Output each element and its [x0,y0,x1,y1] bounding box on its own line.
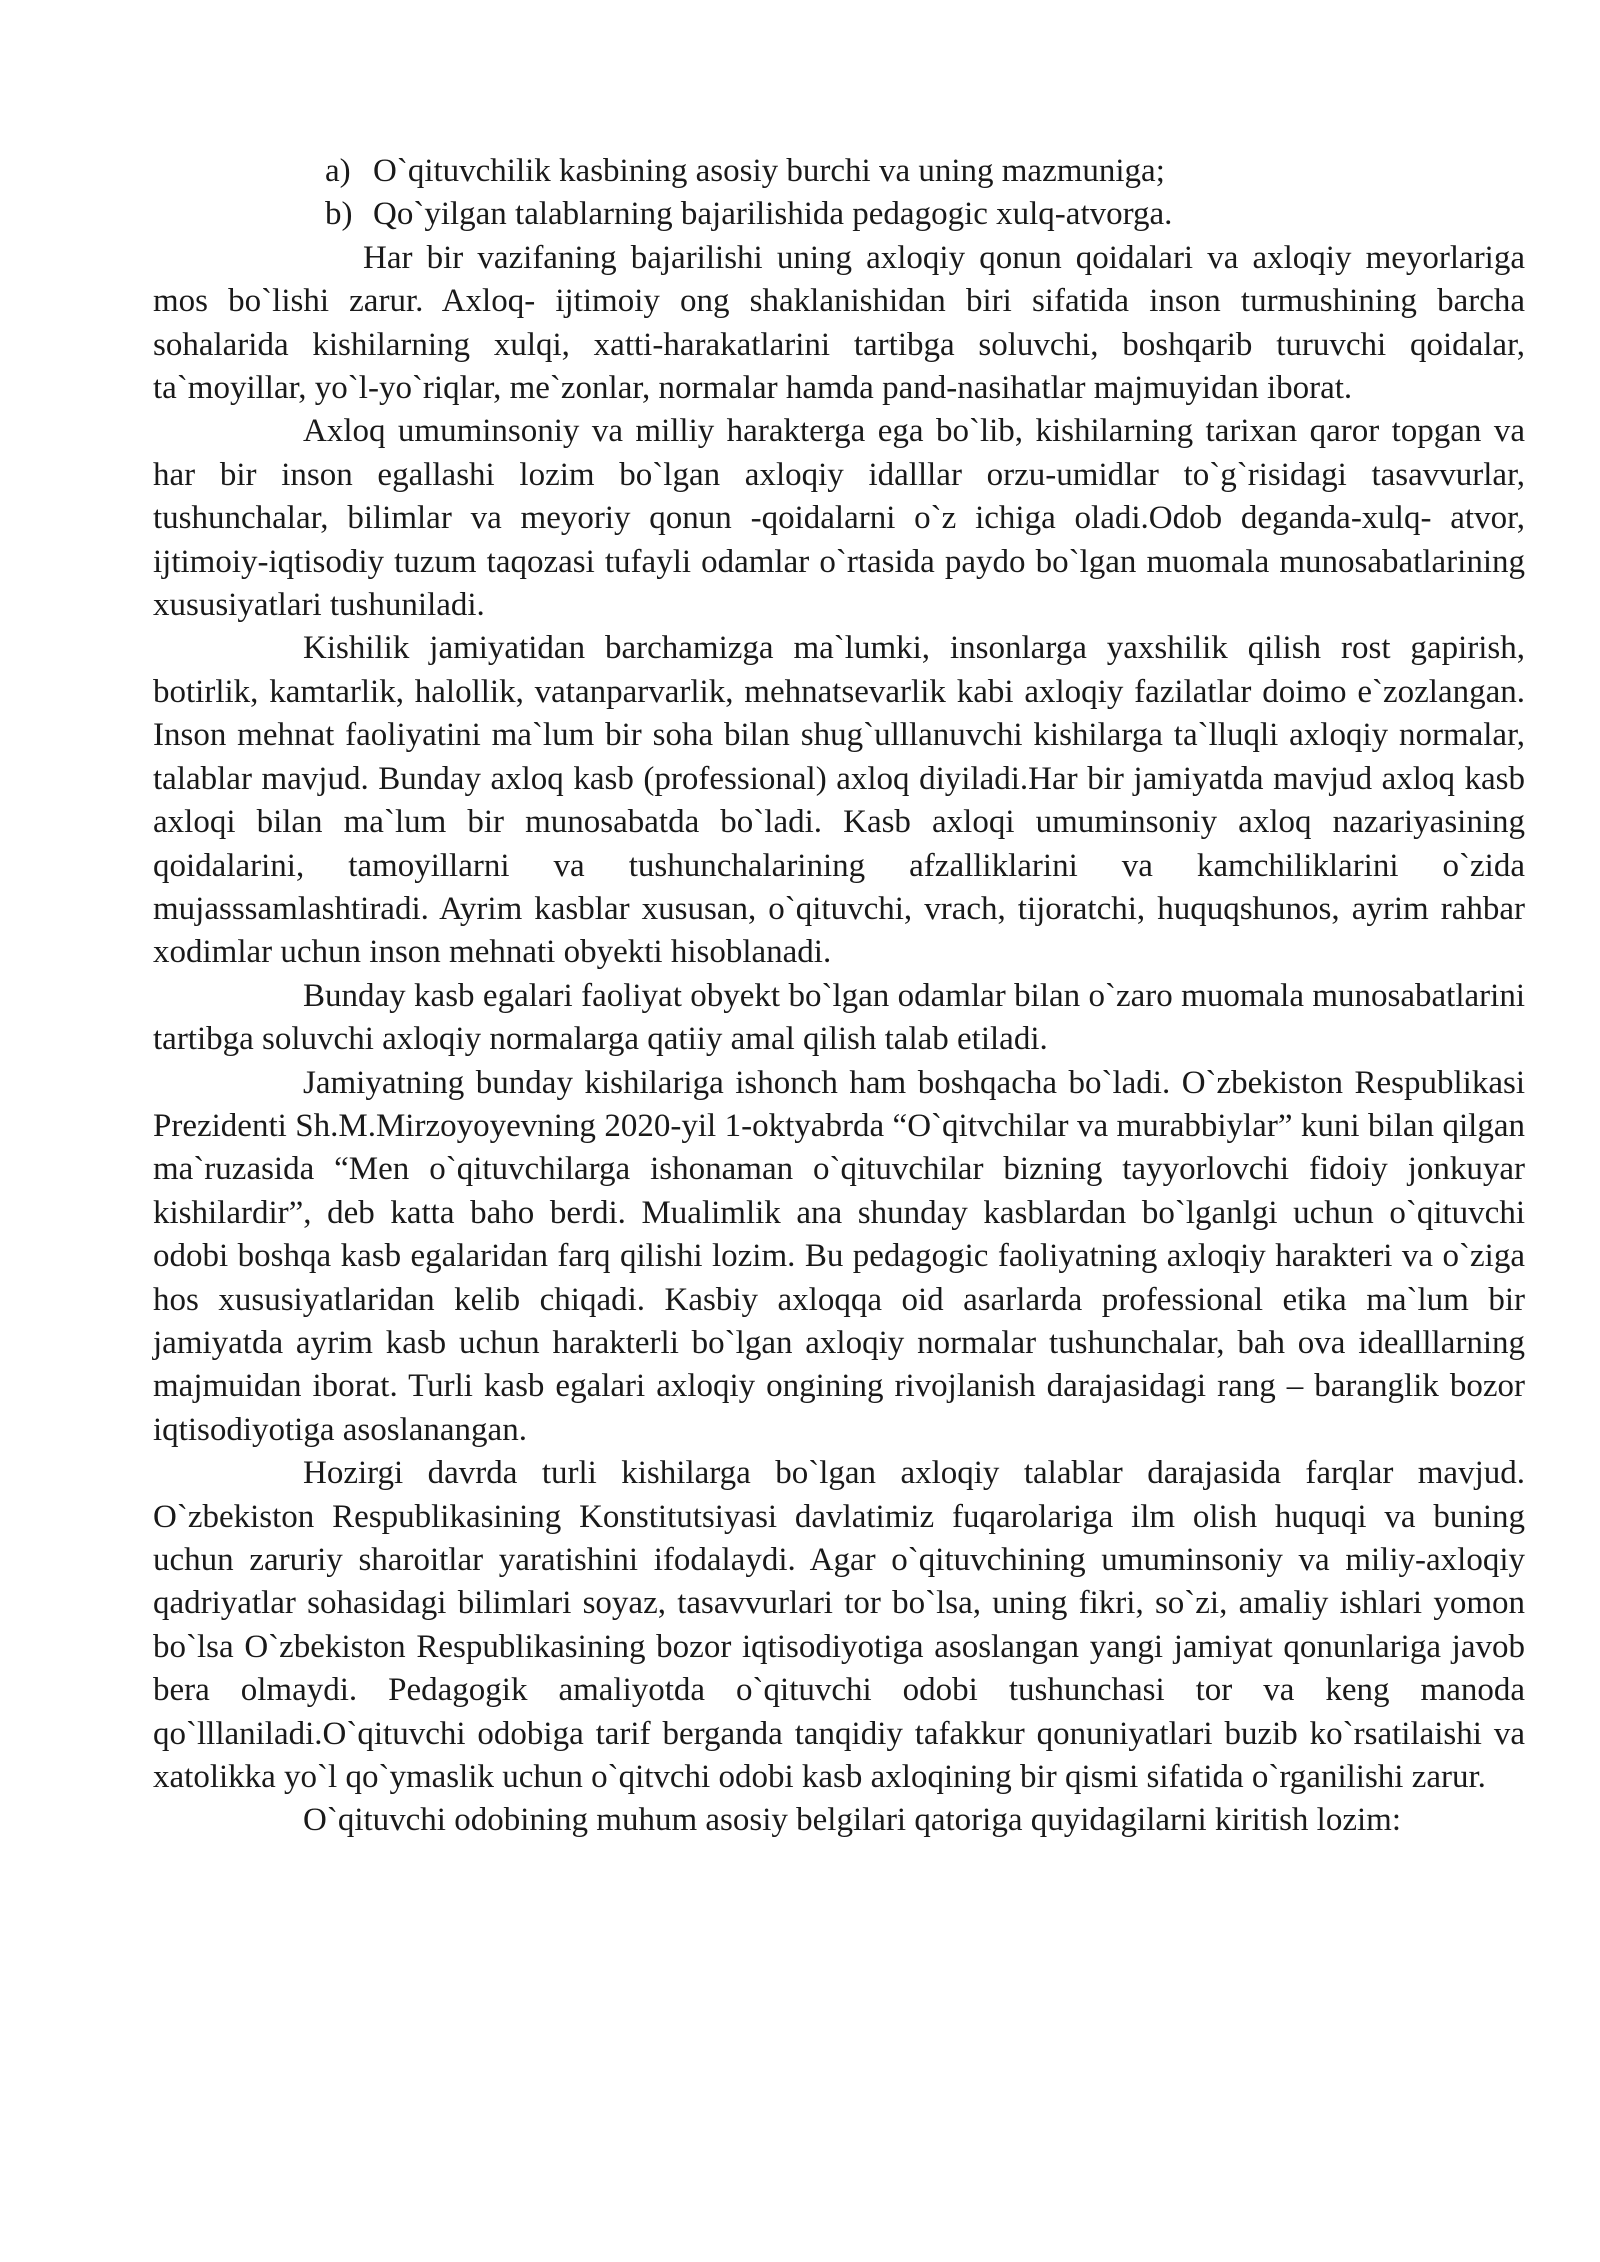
paragraph: Jamiyatning bunday kishilariga ishonch ham boshqacha bo`ladi. O`zbekiston Respublikasi Prezidenti Sh.M.Mirzoyoyevning 2020-yil 1-oktyabrda “O`qitvchilar va murabbiylar” kuni bilan qilgan ma`ruzasida “Men o`qituvchilarga ishonaman o`qituvchilar bizning tayyorlovchi fidoiy jonkuyar kishilardir”, deb katta baho berdi. Mualimlik ana shunday kasblardan bo`lganlgi uchun o`qituvchi odobi boshqa kasb egalaridan farq qilishi lozim. Bu pedagogic faoliyatning axloqiy harakteri va o`ziga hos xususiyatlaridan kelib chiqadi. Kasbiy axloqqa oid asarlarda professional etika ma`lum bir jamiyatda ayrim kasb uchun harakterli bo`lgan axloqiy normalar tushunchalar, bah ova idealllarning majmuidan iborat. Turli kasb egalari axloqiy ongining rivojlanish darajasidagi rang – baranglik bozor iqtisodiyotiga asoslanangan. [153,1064,1525,1448]
paragraph: Har bir vazifaning bajarilishi uning axloqiy qonun qoidalari va axloqiy meyorlariga mos bo`lishi zarur. Axloq- ijtimoiy ong shaklanishidan biri sifatida inson turmushining barcha sohalarida kishilarning xulqi, xatti-harakatlarini tartibga soluvchi, boshqarib turuvchi qoidalar, ta`moyillar, yo`l-yo`riqlar, me`zonlar, normalar hamda pand-nasihatlar majmuyidan iborat. [153,239,1525,407]
list-item-text: Qo`yilgan talablarning bajarilishida pedagogic xulq-atvorga. [373,196,1173,233]
document-page [153,150,1525,1843]
list [153,150,1525,237]
list-marker: b) [325,196,353,233]
paragraph: Kishilik jamiyatidan barchamizga ma`lumki, insonlarga yaxshilik qilish rost gapirish, botirlik, kamtarlik, halollik, vatanparvarlik, mehnatsevarlik kabi axloqiy fazilatlar doimo e`zozlangan. Inson mehnat faoliyatini ma`lum bir soha bilan shug`ulllanuvchi kishilarga ta`lluqli axloqiy normalar, talablar mavjud. Bunday axloq kasb (professional) axloq diyiladi.Har bir jamiyatda mavjud axloq kasb axloqi bilan ma`lum bir munosabatda bo`ladi. Kasb axloqi umuminsoniy axloq nazariyasining qoidalarini, tamoyillarni va tushunchalarining afzalliklarini va kamchiliklarini o`zida mujasssamlashtiradi. Ayrim kasblar xususan, o`qituvchi, vrach, tijoratchi, huquqshunos, ayrim rahbar xodimlar uchun inson mehnati obyekti hisoblanadi. [153,630,1525,971]
paragraph: O`qituvchi odobining muhum asosiy belgilari qatoriga quyidagilarni kiritish lozim: [303,1802,1402,1839]
list-item-a [153,150,1525,193]
list-item-text: O`qituvchilik kasbining asosiy burchi va uning mazmuniga; [373,153,1165,189]
paragraph: Axloq umuminsoniy va milliy harakterga ega bo`lib, kishilarning tarixan qaror topgan va har bir inson egallashi lozim bo`lgan axloqiy idalllar orzu-umidlar to`g`risidagi tasavvurlar, tushunchalar, bilimlar va meyoriy qonun -qoidalarni o`z ichiga oladi.Odob deganda-xulq- atvor, ijtimoiy-iqtisodiy tuzum taqozasi tufayli odamlar o`rtasida paydo bo`lgan muomala munosabatlarining xususiyatlari tushuniladi. [153,413,1525,624]
list-item-b [153,193,1525,236]
paragraph: Hozirgi davrda turli kishilarga bo`lgan axloqiy talablar darajasida farqlar mavjud. O`zbekiston Respublikasining Konstitutsiyasi davlatimiz fuqarolariga ilm olish huquqi va buning uchun zaruriy sharoitlar yaratishini ifodalaydi. Agar o`qituvchining umuminsoniy va miliy-axloqiy qadriyatlar sohasidagi bilimlari soyaz, tasavvurlari tor bo`lsa, uning fikri, so`zi, amaliy ishlari yomon bo`lsa O`zbekiston Respublikasining bozor iqtisodiyotiga asoslangan yangi jamiyat qonunlariga javob bera olmaydi. Pedagogik amaliyotda o`qituvchi odobi tushunchasi tor va keng manoda qo`lllaniladi.O`qituvchi odobiga tarif berganda tanqidiy tafakkur qonuniyatlari buzib ko`rsatilaishi va xatolikka yo`l qo`ymaslik uchun o`qitvchi odobi kasb axloqining bir qismi sifatida o`rganilishi zarur. [153,1455,1525,1796]
list-marker: a) [325,153,351,189]
paragraph: Bunday kasb egalari faoliyat obyekt bo`lgan odamlar bilan o`zaro muomala munosabatlarini tartibga soluvchi axloqiy normalarga qatiiy amal qilish talab etiladi. [153,977,1525,1058]
